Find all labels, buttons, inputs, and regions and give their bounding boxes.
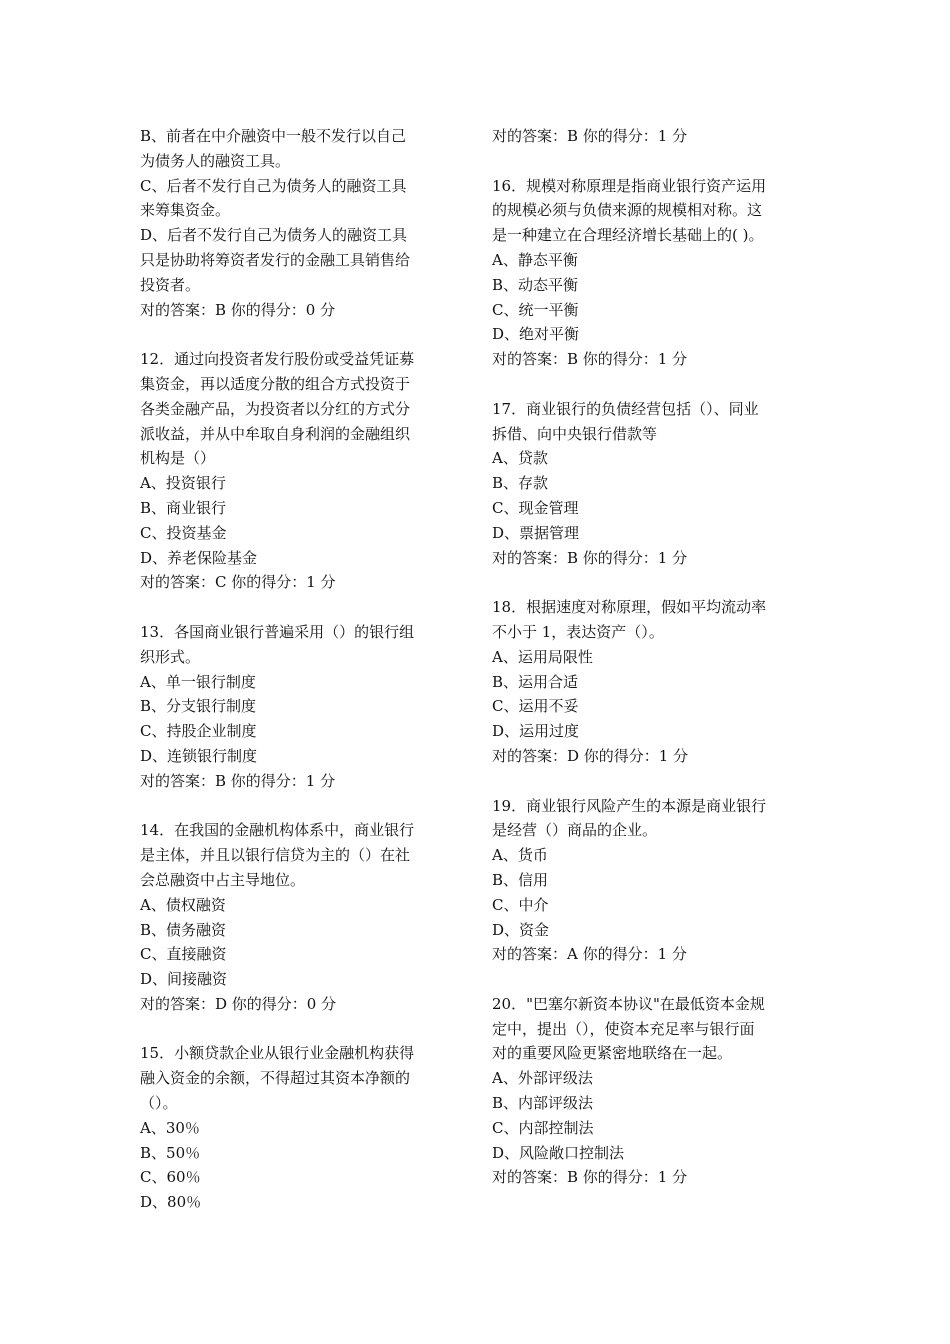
answer-option: C、直接融资 bbox=[140, 945, 227, 964]
blank-line bbox=[492, 149, 814, 174]
text-line: 投资者。 bbox=[140, 275, 201, 294]
answer-option: C、持股企业制度 bbox=[140, 722, 257, 741]
answer-option: D、连锁银行制度 bbox=[140, 746, 258, 765]
question-text: 19．商业银行风险产生的本源是商业银行 bbox=[492, 796, 767, 815]
answer-option: A、贷款 bbox=[492, 449, 548, 468]
answer-option: C、60％ bbox=[140, 1168, 201, 1187]
answer-option: C、运用不妥 bbox=[492, 697, 579, 716]
text-line: 集资金，再以适度分散的组合方式投资于 bbox=[140, 374, 411, 393]
text-line: 拆借、向中央银行借款等 bbox=[492, 424, 658, 443]
text-line: 是一种建立在合理经济增长基础上的( )。 bbox=[492, 226, 764, 245]
answer-option: B、商业银行 bbox=[140, 498, 227, 517]
answer-option: D、票据管理 bbox=[492, 523, 580, 542]
blank-line bbox=[140, 322, 465, 347]
question-text: 12．通过向投资者发行股份或受益凭证募 bbox=[140, 350, 415, 369]
answer-option: A、单一银行制度 bbox=[140, 672, 256, 691]
text-line: 的规模必须与负债来源的规模相对称。这 bbox=[492, 201, 763, 220]
question-text: 13．各国商业银行普遍采用（）的银行组 bbox=[140, 622, 415, 641]
answer-result: 对的答案：B 你的得分：0 分 bbox=[140, 300, 336, 319]
text-line: 为债务人的融资工具。 bbox=[140, 151, 291, 170]
answer-result: 对的答案：B 你的得分：1 分 bbox=[140, 771, 336, 790]
question-text: 14．在我国的金融机构体系中，商业银行 bbox=[140, 821, 415, 840]
answer-option: A、货币 bbox=[492, 846, 548, 865]
answer-option: B、运用合适 bbox=[492, 672, 579, 691]
text-line: 对的重要风险更紧密地联络在一起。 bbox=[492, 1044, 733, 1063]
answer-option: D、间接融资 bbox=[140, 970, 228, 989]
answer-option: D、风险敞口控制法 bbox=[492, 1143, 625, 1162]
text-line: 融入资金的余额，不得超过其资本净额的 bbox=[140, 1069, 411, 1088]
left-column bbox=[140, 124, 465, 1215]
answer-option: C、投资基金 bbox=[140, 523, 227, 542]
blank-line bbox=[492, 570, 814, 595]
answer-option: B、内部评级法 bbox=[492, 1094, 594, 1113]
answer-option: B、动态平衡 bbox=[492, 275, 579, 294]
blank-line bbox=[492, 967, 814, 992]
answer-option: B、存款 bbox=[492, 474, 549, 493]
answer-option: D、80％ bbox=[140, 1193, 202, 1212]
answer-option: D、运用过度 bbox=[492, 722, 580, 741]
question-text: 20．"巴塞尔新资本协议"在最低资本金规 bbox=[492, 994, 765, 1013]
answer-option: D、绝对平衡 bbox=[492, 325, 580, 344]
answer-option: C、现金管理 bbox=[492, 498, 579, 517]
answer-option: C、后者不发行自己为债务人的融资工具 bbox=[140, 176, 407, 195]
answer-option: C、中介 bbox=[492, 895, 549, 914]
blank-line bbox=[140, 1017, 465, 1042]
question-text: 17．商业银行的负债经营包括（）、同业 bbox=[492, 399, 759, 418]
answer-option: C、内部控制法 bbox=[492, 1118, 594, 1137]
answer-option: B、50％ bbox=[140, 1143, 201, 1162]
text-line: 不小于 1，表达资产（）。 bbox=[492, 622, 664, 641]
blank-line bbox=[492, 769, 814, 794]
answer-option: B、信用 bbox=[492, 870, 549, 889]
text-line: 机构是（） bbox=[140, 449, 216, 468]
answer-option: C、统一平衡 bbox=[492, 300, 579, 319]
answer-result: 对的答案：D 你的得分：0 分 bbox=[140, 994, 337, 1013]
text-line: 会总融资中占主导地位。 bbox=[140, 870, 306, 889]
blank-line bbox=[140, 595, 465, 620]
answer-option: D、资金 bbox=[492, 920, 550, 939]
answer-option: A、30％ bbox=[140, 1118, 200, 1137]
text-line: 各类金融产品，为投资者以分红的方式分 bbox=[140, 399, 411, 418]
answer-option: A、债权融资 bbox=[140, 895, 226, 914]
question-text: 16．规模对称原理是指商业银行资产运用 bbox=[492, 176, 767, 195]
answer-option: B、前者在中介融资中一般不发行以自己 bbox=[140, 127, 407, 145]
answer-result: 对的答案：A 你的得分：1 分 bbox=[492, 945, 687, 964]
text-line: 是主体，并且以银行信贷为主的（）在社 bbox=[140, 846, 411, 865]
answer-result: 对的答案：D 你的得分：1 分 bbox=[492, 746, 689, 765]
text-line: 是经营（）商品的企业。 bbox=[492, 821, 658, 840]
right-column bbox=[492, 124, 814, 1190]
answer-option: B、债务融资 bbox=[140, 920, 227, 939]
blank-line bbox=[492, 372, 814, 397]
answer-result: 对的答案：B 你的得分：1 分 bbox=[492, 350, 688, 369]
text-line: 来筹集资金。 bbox=[140, 201, 231, 220]
answer-result: 对的答案：B 你的得分：1 分 bbox=[492, 1168, 688, 1187]
text-line: 定中，提出（），使资本充足率与银行面 bbox=[492, 1019, 755, 1038]
answer-result: 对的答案：B 你的得分：1 分 bbox=[492, 548, 688, 567]
answer-option: D、后者不发行自己为债务人的融资工具 bbox=[140, 226, 408, 245]
text-line: （）。 bbox=[140, 1094, 178, 1113]
answer-option: D、养老保险基金 bbox=[140, 548, 258, 567]
answer-option: A、投资银行 bbox=[140, 474, 226, 493]
question-text: 18．根据速度对称原理，假如平均流动率 bbox=[492, 598, 767, 617]
answer-option: B、分支银行制度 bbox=[140, 697, 257, 716]
question-text: 15．小额贷款企业从银行业金融机构获得 bbox=[140, 1044, 415, 1063]
answer-result: 对的答案：C 你的得分：1 分 bbox=[140, 573, 336, 592]
answer-option: A、静态平衡 bbox=[492, 250, 578, 269]
blank-line bbox=[140, 794, 465, 819]
text-line: 派收益，并从中牟取自身利润的金融组织 bbox=[140, 424, 411, 443]
text-line: 织形式。 bbox=[140, 647, 201, 666]
text-line: 只是协助将筹资者发行的金融工具销售给 bbox=[140, 250, 411, 269]
answer-option: A、外部评级法 bbox=[492, 1069, 593, 1088]
answer-result: 对的答案：B 你的得分：1 分 bbox=[492, 127, 688, 145]
answer-option: A、运用局限性 bbox=[492, 647, 593, 666]
